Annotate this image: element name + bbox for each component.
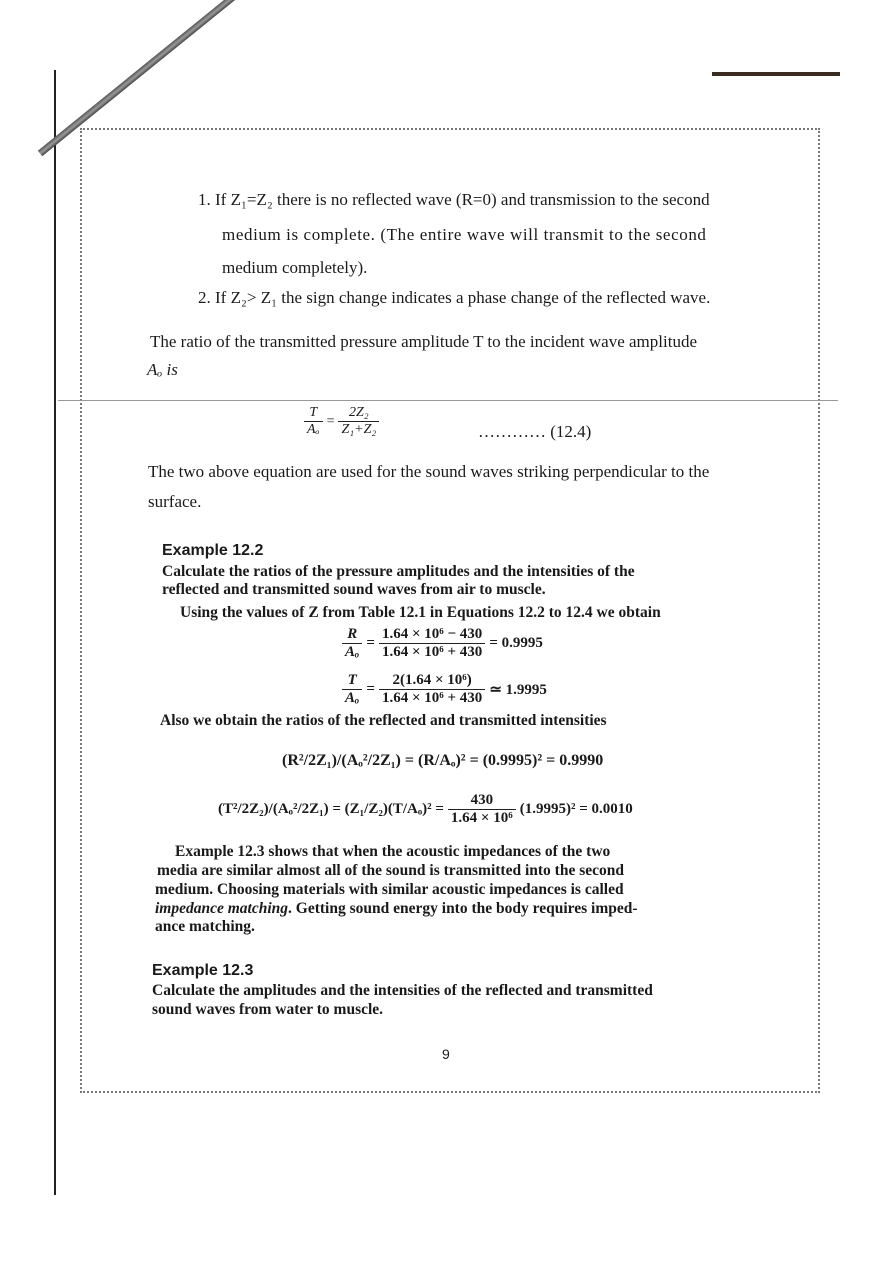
r-result: = 0.9995 [489,635,543,651]
example-12-2-also: Also we obtain the ratios of the reflected and transmitted intensities [160,712,607,729]
intensity-transmitted-equation [218,792,633,827]
ratio-intro-line2: Aₒ is [147,360,178,379]
r-numerator: R [342,626,362,644]
t-numerator: T [342,672,362,690]
list-text: If Z₁=Z₂ there is no reflected wave (R=0) and transmission to the second [215,190,710,209]
t-expression-denominator: 1.64 × 10⁶ + 430 [381,690,483,706]
list-item-2 [198,288,710,308]
eq-rhs-numerator: 2Z₂ [338,405,379,422]
equation-label-12-4: ………… (12.4) [478,422,592,441]
example-12-2-question-line1: Calculate the ratios of the pressure amplitudes and the intensities of the [162,563,635,580]
r-denominator: Aₒ [345,644,360,660]
t-expression-numerator: 2(1.64 × 10⁶) [379,672,485,690]
ratio-intro-line1: The ratio of the transmitted pressure amplitude T to the incident wave amplitude [150,332,697,351]
r-expression-numerator: 1.64 × 10⁶ − 430 [379,626,485,644]
paragraph-line1: Example 12.3 shows that when the acoustic impedances of the two [175,843,611,860]
scan-edge-mark [712,72,840,76]
intensity-fraction-denominator: 1.64 × 10⁶ [450,810,513,826]
paragraph-line4-rest: . Getting sound energy into the body requires imped- [288,900,638,917]
r-expression-denominator: 1.64 × 10⁶ + 430 [381,644,483,660]
eq-lhs-denominator: Aₒ [307,422,320,437]
eq-rhs-denominator: Z₁+Z₂ [341,422,377,437]
fold-line [58,400,838,401]
list-item-1-line3: medium completely). [222,258,368,277]
paragraph-line2: media are similar almost all of the sound is transmitted into the second [157,862,625,879]
example-12-3-question-line1: Calculate the amplitudes and the intensities of the reflected and transmitted [152,982,653,999]
eq-lhs-numerator: T [304,405,323,422]
example-12-2-title: Example 12.2 [162,542,264,559]
example-12-3-title: Example 12.3 [152,962,254,979]
ratio-r-equation: $\frac{R}{\text{Aₒ}}$ = $\frac{\text{1.64 × 10⁶ − 430}}{\text{1.64 × 10⁶ + 430}}$ = 0.9995 [338,626,543,661]
perpendicular-line2: surface. [148,492,202,511]
impedance-matching-term: impedance matching [155,900,289,917]
t-result: ≃ 1.9995 [489,682,547,698]
paragraph-line3: medium. Choosing materials with similar acoustic impedances is called [155,881,624,898]
paragraph-line4 [155,900,638,918]
list-item-1 [198,190,710,210]
example-12-2-question-line2: reflected and transmitted sound waves from air to muscle. [162,581,546,598]
intensity-transmitted-result: (1.9995)² = 0.0010 [519,801,633,817]
perpendicular-line1: The two above equation are used for the sound waves striking perpendicular to the [148,462,710,481]
list-number: 1. [198,190,211,209]
page-number: 9 [442,1046,450,1062]
intensity-fraction-numerator: 430 [448,792,516,810]
intensity-reflected-result: = (0.9995)² = 0.9990 [469,752,604,769]
intensity-transmitted-lhs: (T²/2Z₂)/(Aₒ²/2Z₁) = (Z₁/Z₂)(T/Aₒ)² = [218,801,444,817]
example-12-2-using: Using the values of Z from Table 12.1 in Equations 12.2 to 12.4 we obtain [180,604,661,621]
intensity-reflected-lhs: (R²/2Z₁)/(Aₒ²/2Z₁) = (R/Aₒ)² [282,752,466,769]
ratio-t-equation: $\frac{T}{\text{Aₒ}}$ = $\frac{\text{2(1.64 × 10⁶)}}{\text{1.64 × 10⁶ + 430}}$ ≃ 1.9995 [338,672,547,707]
list-item-1-line2: medium is complete. (The entire wave will transmit to the second [222,225,707,244]
intensity-reflected-equation [282,752,603,770]
paragraph-line5: ance matching. [155,918,255,935]
list-text: If Z₂> Z₁ the sign change indicates a phase change of the reflected wave. [215,288,711,307]
example-12-3-question-line2: sound waves from water to muscle. [152,1001,384,1018]
binder-edge [54,70,56,1195]
t-denominator: Aₒ [345,690,360,706]
list-number: 2. [198,288,211,307]
equation-12-4: $\frac{T}{\text{Aₒ}}$ = $\frac{\text{2Z₂}}{\text{Z₁+Z₂}}$ [300,405,383,438]
